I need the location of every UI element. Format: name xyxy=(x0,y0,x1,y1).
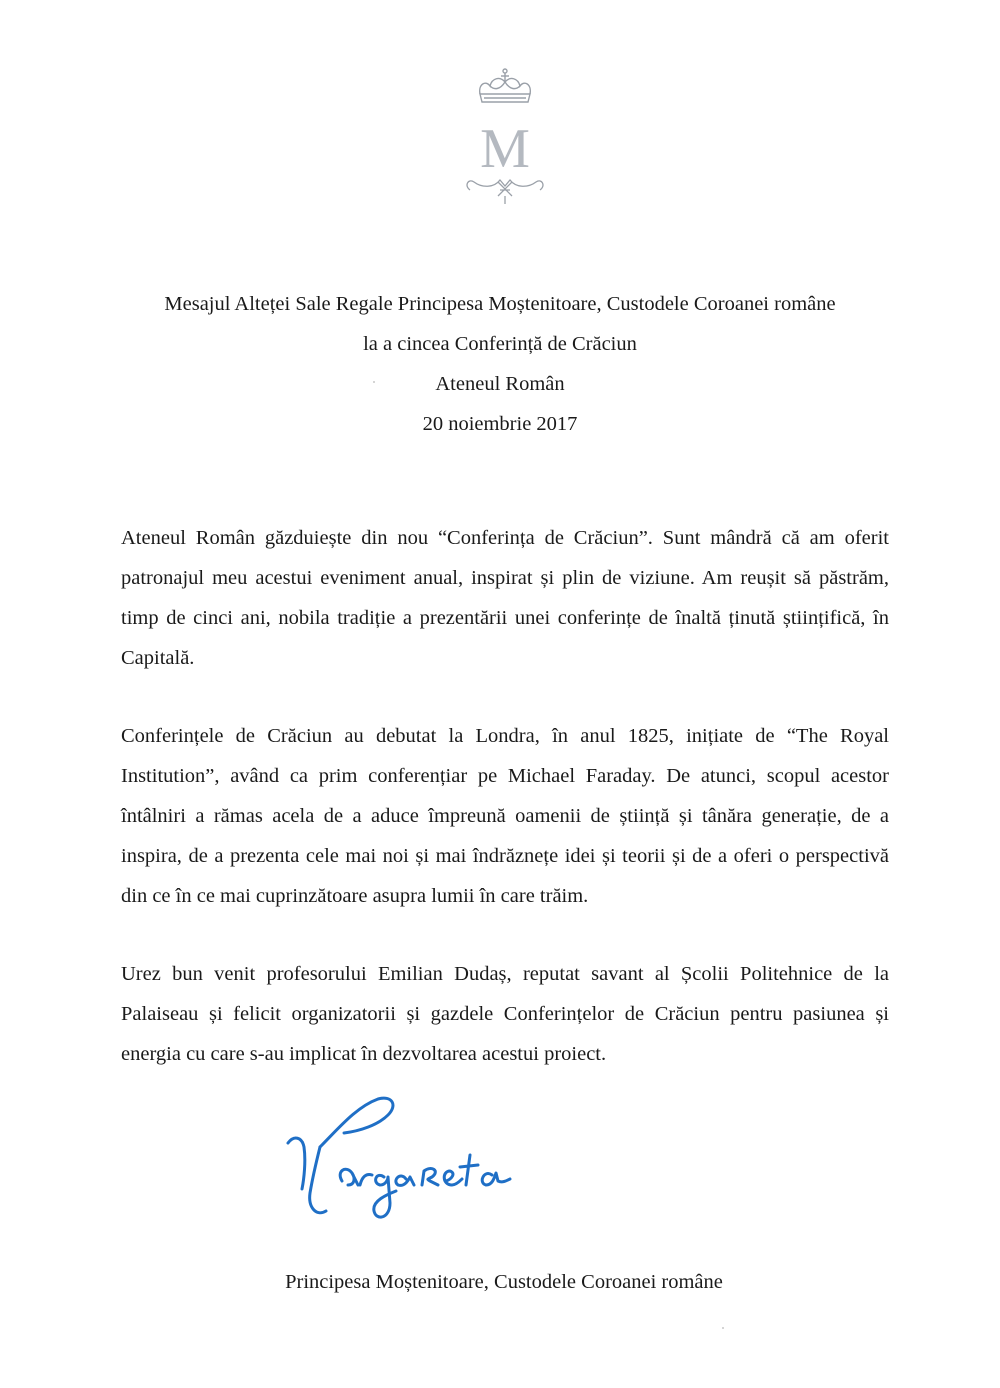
crown-icon xyxy=(480,69,531,102)
scan-speck xyxy=(373,381,375,383)
heading-event: la a cincea Conferință de Crăciun xyxy=(363,333,637,355)
svg-text:M: M xyxy=(480,118,530,180)
paragraph-1: Ateneul Român găzduiește din nou “Conferința de Crăciun”. Sunt mândră că am oferit patronajul meu acestui eveniment anual, inspirat și plin de viziune. Am reușit să păstrăm, timp de cinci ani, nobila tradiție a prezentării unei conferințe de înaltă ținută științifică, în Capitală. xyxy=(121,527,889,669)
heading-title: Mesajul Alteței Sale Regale Principesa Moștenitoare, Custodele Coroanei române xyxy=(164,293,836,315)
paragraph-2: Conferințele de Crăciun au debutat la Londra, în anul 1825, inițiate de “The Royal Institution”, având ca prim conferențiar pe Michael Faraday. De atunci, scopul acestor întâlniri a rămas acela de a aduce împreună oamenii de știință și tânăra generație, de a inspira, de a prezenta cele mai noi și mai îndrăznețe idei și teorii și de a oferi o perspectivă din ce în ce mai cuprinzătoare asupra lumii în care trăim. xyxy=(121,725,889,907)
monogram-letter xyxy=(467,118,543,204)
heading-venue: Ateneul Român xyxy=(435,373,565,395)
handwritten-signature xyxy=(280,1085,540,1245)
scan-speck xyxy=(722,1327,724,1329)
heading-date: 20 noiembrie 2017 xyxy=(422,413,578,435)
signer-title: Principesa Moștenitoare, Custodele Coroanei române xyxy=(285,1271,723,1293)
message-heading xyxy=(0,284,1000,444)
paragraph-3: Urez bun venit profesorului Emilian Dudaș, reputat savant al Școlii Politehnice de la Palaiseau și felicit organizatorii și gazdele Conferințelor de Crăciun pentru pasiunea și energia cu care s-au implicat în dezvoltarea acestui proiect. xyxy=(121,963,889,1065)
royal-monogram xyxy=(460,62,550,212)
